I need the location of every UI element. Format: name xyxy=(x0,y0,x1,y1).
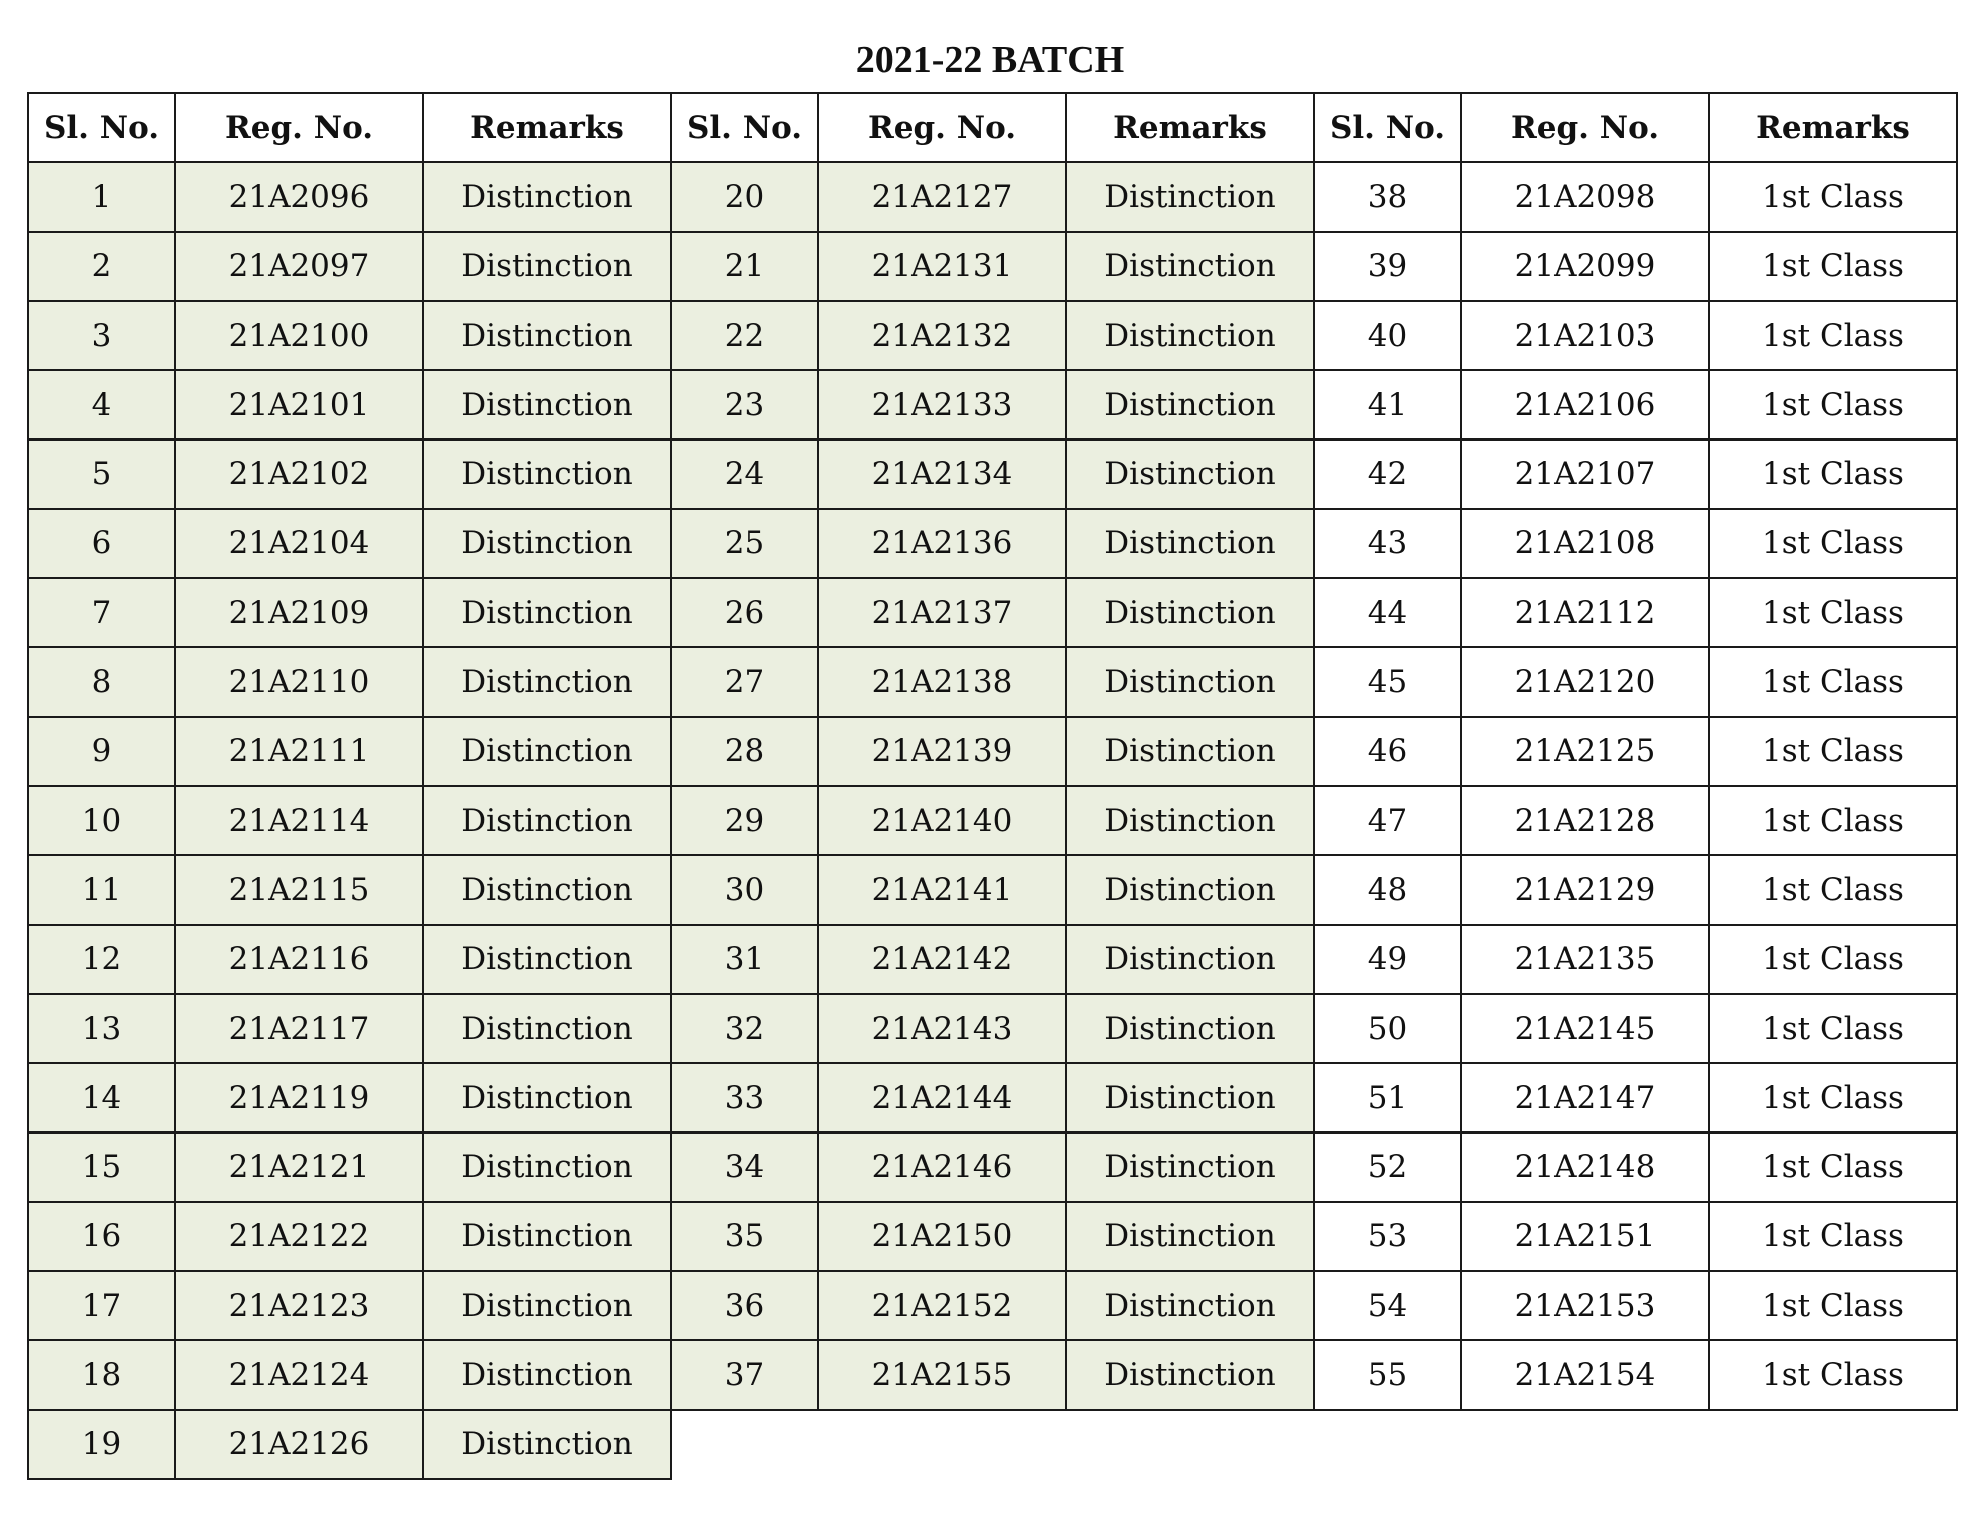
table-cell-remarks: 1st Class xyxy=(1708,161,1958,232)
table-cell-slno: 36 xyxy=(670,1270,819,1341)
table-cell-slno: 37 xyxy=(670,1339,819,1410)
table-cell-regno: 21A2126 xyxy=(174,1409,424,1480)
table-cell-slno: 21 xyxy=(670,231,819,302)
column-header-regno: Reg. No. xyxy=(1460,92,1710,163)
table-cell-remarks: Distinction xyxy=(1065,161,1315,232)
table-cell-regno: 21A2127 xyxy=(817,161,1067,232)
table-cell-slno: 30 xyxy=(670,854,819,925)
table-cell-remarks: 1st Class xyxy=(1708,508,1958,579)
table-cell-regno: 21A2150 xyxy=(817,1201,1067,1272)
table-cell-slno: 31 xyxy=(670,924,819,995)
table-cell-regno: 21A2139 xyxy=(817,716,1067,787)
table-cell-remarks: Distinction xyxy=(1065,854,1315,925)
table-cell-slno: 47 xyxy=(1313,785,1462,856)
table-cell-remarks: Distinction xyxy=(422,1339,672,1410)
table-cell-slno: 26 xyxy=(670,577,819,648)
table-cell-regno: 21A2121 xyxy=(174,1132,424,1203)
table-cell-slno: 28 xyxy=(670,716,819,787)
table-cell-remarks: 1st Class xyxy=(1708,785,1958,856)
table-cell-slno: 4 xyxy=(27,369,176,440)
column-header-remarks: Remarks xyxy=(1708,92,1958,163)
table-cell-slno: 15 xyxy=(27,1132,176,1203)
table-cell-slno: 11 xyxy=(27,854,176,925)
table-cell-remarks: Distinction xyxy=(422,854,672,925)
table-cell-slno: 22 xyxy=(670,300,819,371)
table-cell-slno: 43 xyxy=(1313,508,1462,579)
table-cell-remarks: Distinction xyxy=(1065,646,1315,717)
table-cell-slno: 46 xyxy=(1313,716,1462,787)
table-cell-slno: 39 xyxy=(1313,231,1462,302)
table-cell-remarks: 1st Class xyxy=(1708,993,1958,1064)
column-header-slno: Sl. No. xyxy=(1313,92,1462,163)
table-cell-remarks: Distinction xyxy=(1065,508,1315,579)
table-cell-remarks: Distinction xyxy=(1065,1132,1315,1203)
table-cell-remarks: Distinction xyxy=(422,1201,672,1272)
table-cell-regno: 21A2102 xyxy=(174,439,424,510)
table-cell-regno: 21A2128 xyxy=(1460,785,1710,856)
table-cell-remarks: Distinction xyxy=(1065,1270,1315,1341)
table-cell-remarks: Distinction xyxy=(1065,924,1315,995)
table-cell-regno: 21A2096 xyxy=(174,161,424,232)
table-cell-regno: 21A2136 xyxy=(817,508,1067,579)
table-cell-regno: 21A2101 xyxy=(174,369,424,440)
table-cell-regno: 21A2106 xyxy=(1460,369,1710,440)
table-cell-remarks: 1st Class xyxy=(1708,300,1958,371)
table-cell-slno: 13 xyxy=(27,993,176,1064)
table-cell-regno: 21A2122 xyxy=(174,1201,424,1272)
table-cell-regno: 21A2148 xyxy=(1460,1132,1710,1203)
table-cell-slno: 34 xyxy=(670,1132,819,1203)
table-cell-remarks: Distinction xyxy=(1065,231,1315,302)
table-cell-remarks: 1st Class xyxy=(1708,1270,1958,1341)
table-cell-remarks: Distinction xyxy=(422,924,672,995)
table-cell-remarks: Distinction xyxy=(1065,1201,1315,1272)
table-cell-regno: 21A2152 xyxy=(817,1270,1067,1341)
table-cell-slno: 3 xyxy=(27,300,176,371)
table-cell-slno: 48 xyxy=(1313,854,1462,925)
table-cell-remarks: 1st Class xyxy=(1708,716,1958,787)
table-cell-slno: 18 xyxy=(27,1339,176,1410)
column-header-remarks: Remarks xyxy=(1065,92,1315,163)
table-cell-remarks: 1st Class xyxy=(1708,1132,1958,1203)
table-cell-remarks: Distinction xyxy=(1065,577,1315,648)
table-cell-regno: 21A2153 xyxy=(1460,1270,1710,1341)
table-cell-regno: 21A2097 xyxy=(174,231,424,302)
table-cell-slno: 12 xyxy=(27,924,176,995)
table-cell-remarks: 1st Class xyxy=(1708,924,1958,995)
table-cell-remarks: Distinction xyxy=(1065,1339,1315,1410)
table-cell-slno: 29 xyxy=(670,785,819,856)
table-cell-regno: 21A2147 xyxy=(1460,1062,1710,1133)
table-cell-slno: 16 xyxy=(27,1201,176,1272)
table-cell-slno: 14 xyxy=(27,1062,176,1133)
table-cell-slno: 44 xyxy=(1313,577,1462,648)
table-cell-slno: 54 xyxy=(1313,1270,1462,1341)
table-cell-regno: 21A2110 xyxy=(174,646,424,717)
table-cell-remarks: Distinction xyxy=(1065,993,1315,1064)
table-cell-regno: 21A2114 xyxy=(174,785,424,856)
table-cell-remarks: 1st Class xyxy=(1708,369,1958,440)
table-cell-regno: 21A2119 xyxy=(174,1062,424,1133)
table-cell-regno: 21A2125 xyxy=(1460,716,1710,787)
table-cell-regno: 21A2145 xyxy=(1460,993,1710,1064)
table-cell-remarks: 1st Class xyxy=(1708,854,1958,925)
table-cell-regno: 21A2103 xyxy=(1460,300,1710,371)
table-cell-slno: 25 xyxy=(670,508,819,579)
table-cell-remarks: Distinction xyxy=(422,508,672,579)
table-cell-regno: 21A2154 xyxy=(1460,1339,1710,1410)
table-cell-regno: 21A2141 xyxy=(817,854,1067,925)
table-cell-slno: 51 xyxy=(1313,1062,1462,1133)
table-cell-regno: 21A2123 xyxy=(174,1270,424,1341)
table-cell-slno: 33 xyxy=(670,1062,819,1133)
table-cell-remarks: 1st Class xyxy=(1708,577,1958,648)
table-cell-regno: 21A2137 xyxy=(817,577,1067,648)
table-cell-remarks: 1st Class xyxy=(1708,1062,1958,1133)
table-cell-regno: 21A2133 xyxy=(817,369,1067,440)
table-cell-regno: 21A2132 xyxy=(817,300,1067,371)
table-cell-regno: 21A2120 xyxy=(1460,646,1710,717)
table-cell-remarks: Distinction xyxy=(422,785,672,856)
table-cell-regno: 21A2116 xyxy=(174,924,424,995)
table-cell-regno: 21A2104 xyxy=(174,508,424,579)
table-cell-remarks: 1st Class xyxy=(1708,1339,1958,1410)
table-cell-slno: 53 xyxy=(1313,1201,1462,1272)
table-cell-slno: 27 xyxy=(670,646,819,717)
table-cell-regno: 21A2144 xyxy=(817,1062,1067,1133)
table-cell-regno: 21A2100 xyxy=(174,300,424,371)
table-cell-regno: 21A2138 xyxy=(817,646,1067,717)
table-cell-slno: 40 xyxy=(1313,300,1462,371)
table-cell-slno: 38 xyxy=(1313,161,1462,232)
table-cell-remarks: Distinction xyxy=(1065,300,1315,371)
table-cell-slno: 50 xyxy=(1313,993,1462,1064)
table-cell-slno: 35 xyxy=(670,1201,819,1272)
table-cell-regno: 21A2135 xyxy=(1460,924,1710,995)
results-table xyxy=(27,92,1959,1478)
table-cell-remarks: Distinction xyxy=(1065,439,1315,510)
table-cell-remarks: Distinction xyxy=(422,993,672,1064)
table-cell-remarks: 1st Class xyxy=(1708,231,1958,302)
column-header-remarks: Remarks xyxy=(422,92,672,163)
table-cell-remarks: Distinction xyxy=(422,1409,672,1480)
table-cell-remarks: Distinction xyxy=(422,1270,672,1341)
table-cell-remarks: Distinction xyxy=(422,1132,672,1203)
table-cell-slno: 9 xyxy=(27,716,176,787)
table-cell-remarks: Distinction xyxy=(1065,785,1315,856)
table-cell-regno: 21A2142 xyxy=(817,924,1067,995)
table-cell-remarks: 1st Class xyxy=(1708,646,1958,717)
table-cell-remarks: Distinction xyxy=(422,231,672,302)
table-cell-slno: 19 xyxy=(27,1409,176,1480)
table-cell-slno: 24 xyxy=(670,439,819,510)
table-cell-regno: 21A2107 xyxy=(1460,439,1710,510)
table-cell-regno: 21A2131 xyxy=(817,231,1067,302)
table-cell-remarks: Distinction xyxy=(1065,716,1315,787)
table-cell-slno: 23 xyxy=(670,369,819,440)
table-cell-regno: 21A2115 xyxy=(174,854,424,925)
table-cell-remarks: Distinction xyxy=(1065,369,1315,440)
table-cell-remarks: Distinction xyxy=(422,577,672,648)
table-cell-regno: 21A2112 xyxy=(1460,577,1710,648)
table-cell-slno: 55 xyxy=(1313,1339,1462,1410)
table-cell-remarks: Distinction xyxy=(422,439,672,510)
table-cell-slno: 49 xyxy=(1313,924,1462,995)
table-cell-regno: 21A2143 xyxy=(817,993,1067,1064)
table-cell-slno: 20 xyxy=(670,161,819,232)
table-cell-slno: 45 xyxy=(1313,646,1462,717)
table-cell-slno: 10 xyxy=(27,785,176,856)
table-cell-regno: 21A2129 xyxy=(1460,854,1710,925)
table-cell-remarks: 1st Class xyxy=(1708,439,1958,510)
table-cell-regno: 21A2124 xyxy=(174,1339,424,1410)
table-cell-regno: 21A2108 xyxy=(1460,508,1710,579)
table-cell-slno: 5 xyxy=(27,439,176,510)
table-cell-remarks: Distinction xyxy=(422,369,672,440)
table-cell-regno: 21A2117 xyxy=(174,993,424,1064)
table-cell-slno: 41 xyxy=(1313,369,1462,440)
column-header-regno: Reg. No. xyxy=(817,92,1067,163)
table-cell-slno: 8 xyxy=(27,646,176,717)
table-cell-regno: 21A2098 xyxy=(1460,161,1710,232)
table-cell-regno: 21A2099 xyxy=(1460,231,1710,302)
table-cell-slno: 7 xyxy=(27,577,176,648)
table-cell-remarks: Distinction xyxy=(1065,1062,1315,1133)
table-cell-regno: 21A2155 xyxy=(817,1339,1067,1410)
table-cell-regno: 21A2140 xyxy=(817,785,1067,856)
table-cell-regno: 21A2111 xyxy=(174,716,424,787)
table-cell-remarks: Distinction xyxy=(422,300,672,371)
table-cell-remarks: Distinction xyxy=(422,1062,672,1133)
page-title: 2021-22 BATCH xyxy=(855,39,1125,81)
column-header-slno: Sl. No. xyxy=(670,92,819,163)
table-cell-slno: 1 xyxy=(27,161,176,232)
table-cell-remarks: Distinction xyxy=(422,646,672,717)
table-cell-slno: 17 xyxy=(27,1270,176,1341)
table-cell-regno: 21A2134 xyxy=(817,439,1067,510)
table-cell-slno: 2 xyxy=(27,231,176,302)
column-header-slno: Sl. No. xyxy=(27,92,176,163)
table-cell-slno: 52 xyxy=(1313,1132,1462,1203)
table-cell-remarks: 1st Class xyxy=(1708,1201,1958,1272)
table-cell-slno: 42 xyxy=(1313,439,1462,510)
table-cell-slno: 32 xyxy=(670,993,819,1064)
table-cell-regno: 21A2151 xyxy=(1460,1201,1710,1272)
table-cell-regno: 21A2146 xyxy=(817,1132,1067,1203)
table-cell-remarks: Distinction xyxy=(422,161,672,232)
table-cell-regno: 21A2109 xyxy=(174,577,424,648)
table-cell-slno: 6 xyxy=(27,508,176,579)
column-header-regno: Reg. No. xyxy=(174,92,424,163)
table-cell-remarks: Distinction xyxy=(422,716,672,787)
